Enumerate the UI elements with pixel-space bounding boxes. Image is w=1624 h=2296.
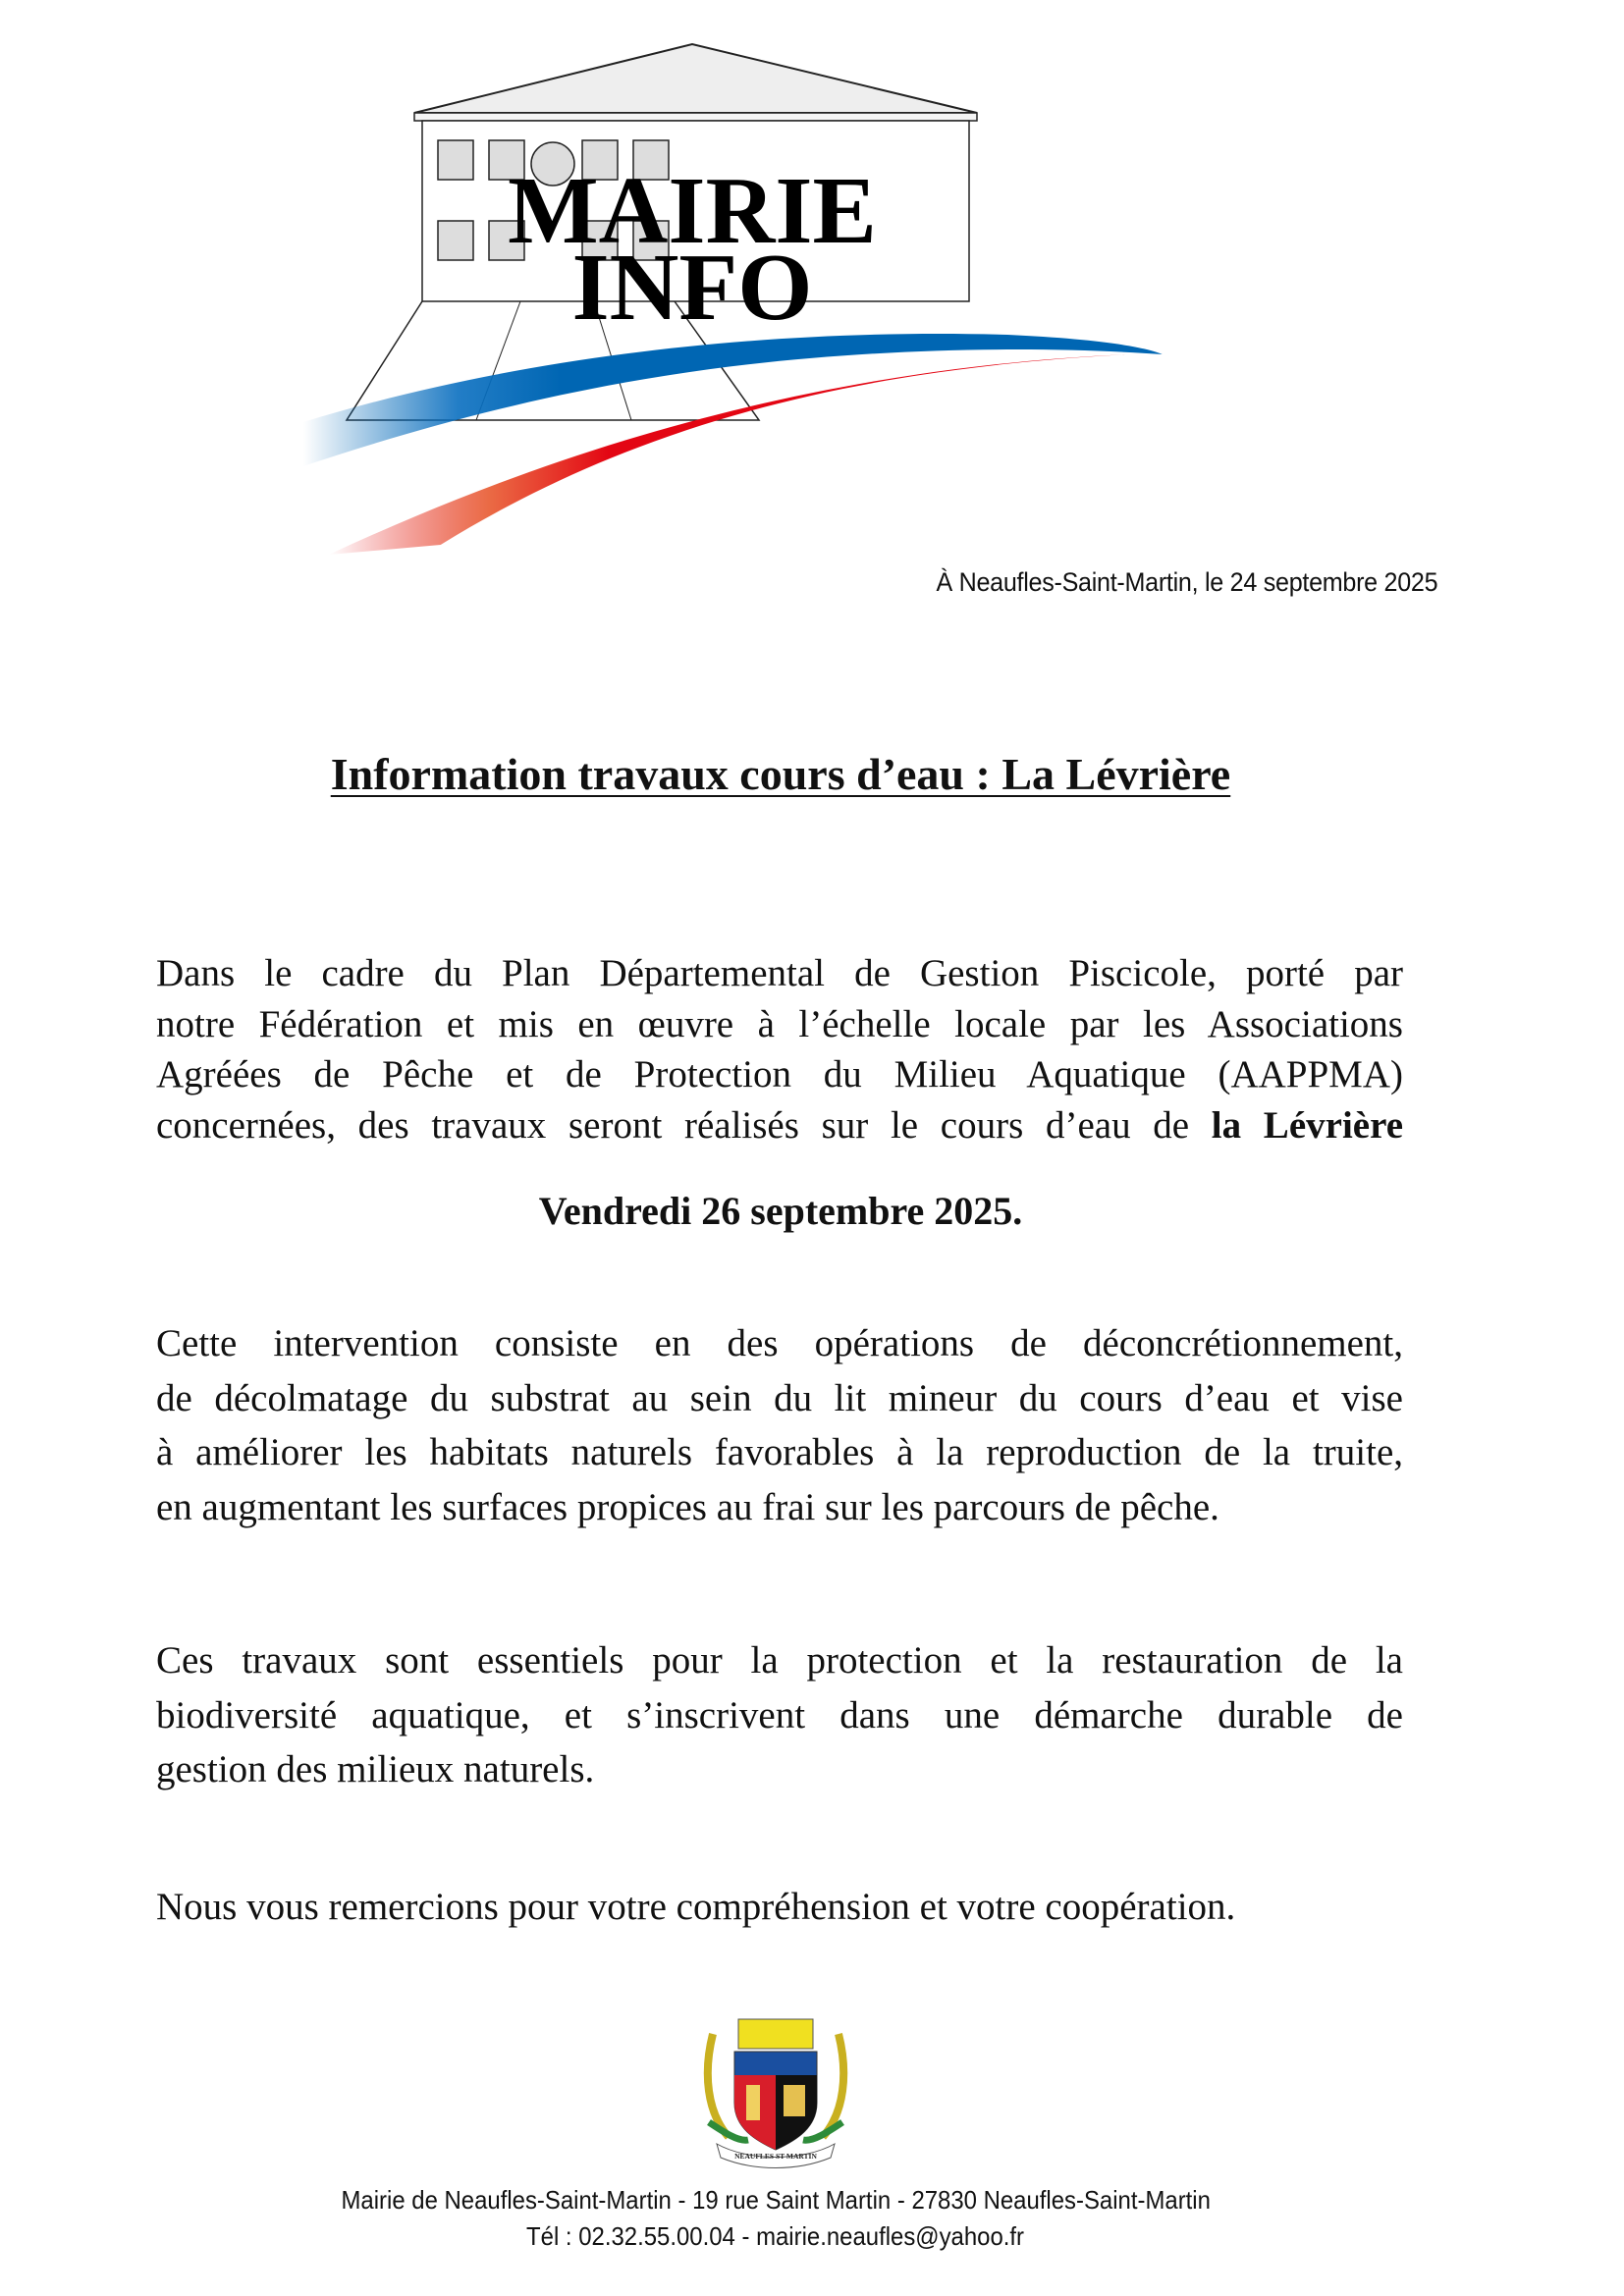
text-line: Ces travaux sont essentiels pour la protection et la restauration de la (156, 1639, 1403, 1682)
text-line: Dans le cadre du Plan Départemental de Gestion Piscicole, porté par (156, 952, 1403, 994)
paragraph-context (156, 948, 1403, 1150)
paragraph-thanks (156, 1885, 1403, 1929)
coat-of-arms-banner-text: NEAUFLES ST MARTIN (734, 2152, 817, 2161)
text-line: notre Fédération et mis en œuvre à l’échelle locale par les Associations (156, 1002, 1403, 1045)
text-segment: concernées, des travaux seront réalisés sur le cours d’eau de (156, 1103, 1212, 1147)
text-line: en augmentant les surfaces propices au frai sur les parcours de pêche. (156, 1485, 1219, 1528)
footer-contact (0, 2221, 1551, 2252)
text-line: gestion des milieux naturels. (156, 1748, 595, 1791)
logo-text-info: INFO (571, 235, 813, 341)
text-line: de décolmatage du substrat au sein du lit mineur du cours d’eau et vise (156, 1376, 1403, 1419)
text-line: Cette intervention consiste en des opérations de déconcrétionnement, (156, 1322, 1403, 1364)
river-name: la Lévrière (1211, 1103, 1404, 1147)
coat-of-arms-icon (699, 2014, 852, 2173)
text-line: Agréées de Pêche et de Protection du Milieu Aquatique (AAPPMA) (156, 1053, 1403, 1095)
page-title (0, 748, 1561, 800)
work-date: Vendredi 26 septembre 2025. (538, 1189, 1023, 1233)
text-line: biodiversité aquatique, et s’inscrivent dans une démarche durable de (156, 1693, 1403, 1736)
text-line: Nous vous remercions pour votre compréhension et votre coopération. (156, 1886, 1236, 1928)
contact-text: Tél : 02.32.55.00.04 - mairie.neaufles@yahoo.fr (526, 2221, 1025, 2251)
text-line (156, 1100, 1403, 1151)
paragraph-importance (156, 1633, 1403, 1797)
text-line: à améliorer les habitats naturels favorables à la reproduction de la truite, (156, 1431, 1403, 1474)
footer-address (0, 2185, 1551, 2216)
paragraph-intervention (156, 1316, 1403, 1534)
logo-text-mairie: MAIRIE (508, 158, 877, 264)
date-line: À Neaufles-Saint-Martin, le 24 septembre 2025 (936, 567, 1437, 597)
address-text: Mairie de Neaufles-Saint-Martin - 19 rue Saint Martin - 27830 Neaufles-Saint-Martin (341, 2185, 1211, 2215)
title-text: Information travaux cours d’eau : La Lévrière (330, 749, 1231, 799)
